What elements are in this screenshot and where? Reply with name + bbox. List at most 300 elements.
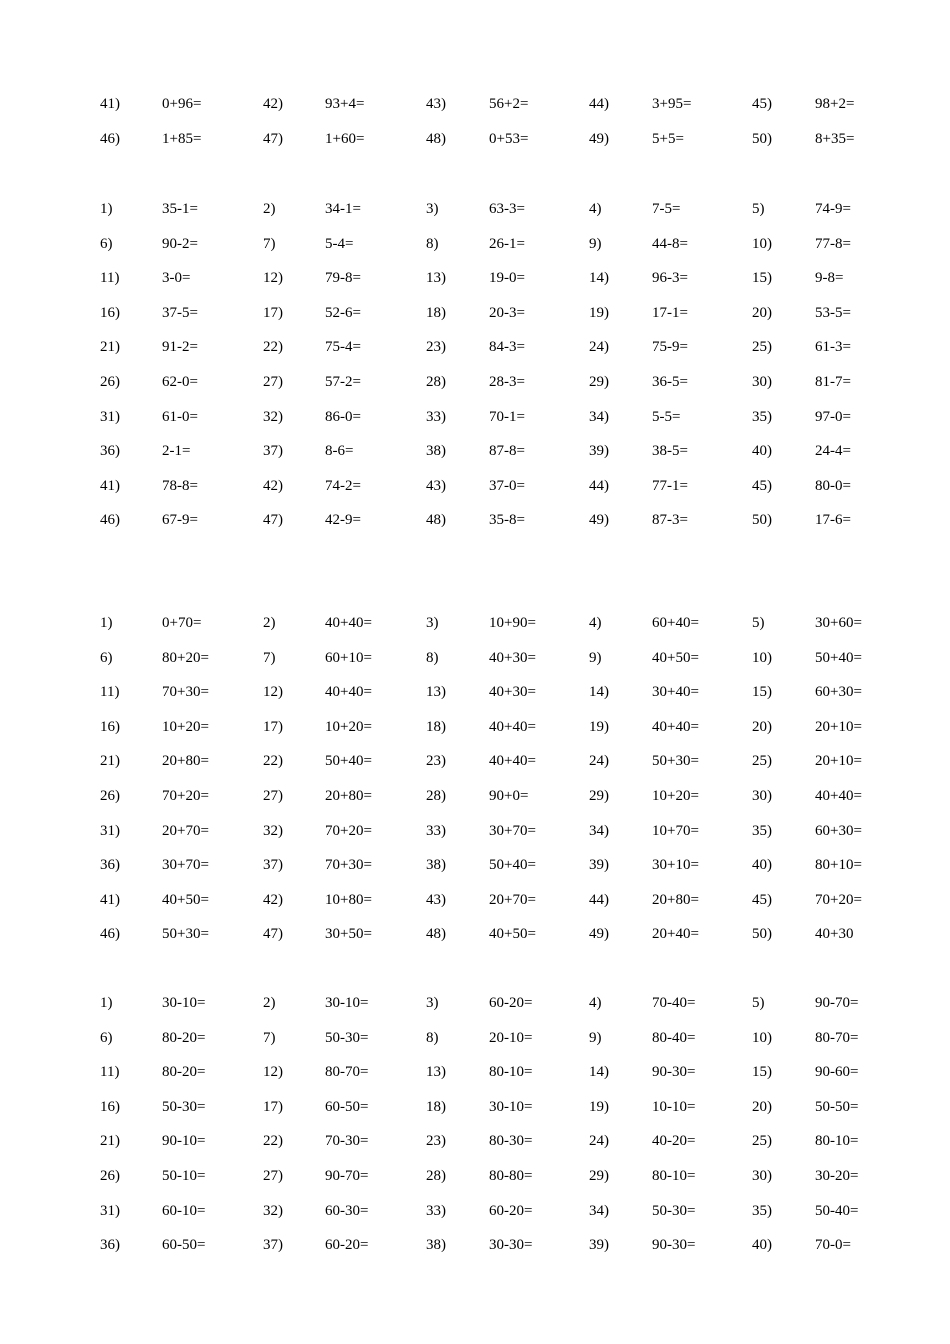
- problem-expression: 77-8=: [815, 235, 851, 252]
- problem-number: 35): [752, 822, 772, 839]
- problem-number: 34): [589, 408, 609, 425]
- problem-number: 25): [752, 1133, 772, 1150]
- problem-number: 31): [100, 408, 120, 425]
- problem-expression: 80-80=: [489, 1167, 533, 1184]
- problem-expression: 40+40=: [325, 684, 372, 701]
- problem-number: 28): [426, 1167, 446, 1184]
- problem-number: 11): [100, 270, 120, 287]
- problem-number: 44): [589, 891, 609, 908]
- problem-expression: 75-9=: [652, 339, 688, 356]
- problem-expression: 70-40=: [652, 995, 696, 1011]
- problem-number: 8): [426, 649, 439, 666]
- problem-row: [0, 1236, 950, 1271]
- problem-row: [0, 1063, 950, 1098]
- problem-row: [0, 649, 950, 684]
- problem-number: 30): [752, 787, 772, 804]
- problem-expression: 8-6=: [325, 443, 354, 460]
- problem-number: 48): [426, 926, 446, 943]
- problem-number: 5): [752, 995, 765, 1011]
- problem-number: 34): [589, 822, 609, 839]
- problem-expression: 60+30=: [815, 822, 862, 839]
- problem-number: 28): [426, 373, 446, 390]
- problem-number: 15): [752, 270, 772, 287]
- problem-number: 3): [426, 201, 439, 217]
- problem-number: 10): [752, 1029, 772, 1046]
- problem-number: 40): [752, 443, 772, 460]
- problem-expression: 20+10=: [815, 718, 862, 735]
- problem-number: 19): [589, 1098, 609, 1115]
- problem-expression: 80-70=: [325, 1064, 369, 1081]
- problem-expression: 70-1=: [489, 408, 525, 425]
- problem-number: 45): [752, 891, 772, 908]
- problem-expression: 90-30=: [652, 1064, 696, 1081]
- problem-number: 21): [100, 1133, 120, 1150]
- problem-expression: 30+50=: [325, 926, 372, 943]
- problem-number: 21): [100, 753, 120, 770]
- problem-expression: 0+70=: [162, 615, 202, 631]
- problem-expression: 9-8=: [815, 270, 844, 287]
- problem-expression: 17-1=: [652, 304, 688, 321]
- problem-expression: 40+30=: [489, 649, 536, 666]
- problem-expression: 20+10=: [815, 753, 862, 770]
- problem-section-tens-addition: [0, 614, 950, 960]
- problem-row: [0, 373, 950, 408]
- problem-expression: 52-6=: [325, 304, 361, 321]
- problem-expression: 38-5=: [652, 443, 688, 460]
- problem-number: 2): [263, 995, 276, 1011]
- problem-expression: 30+70=: [162, 857, 209, 874]
- problem-number: 47): [263, 130, 283, 147]
- problem-number: 27): [263, 1167, 283, 1184]
- problem-expression: 30+10=: [652, 857, 699, 874]
- problem-expression: 28-3=: [489, 373, 525, 390]
- problem-row: [0, 95, 950, 130]
- problem-number: 8): [426, 235, 439, 252]
- problem-number: 15): [752, 1064, 772, 1081]
- problem-expression: 34-1=: [325, 201, 361, 217]
- problem-expression: 60+10=: [325, 649, 372, 666]
- problem-expression: 90-70=: [815, 995, 859, 1011]
- problem-number: 42): [263, 891, 283, 908]
- problem-expression: 70+30=: [162, 684, 209, 701]
- problem-number: 49): [589, 512, 609, 529]
- problem-number: 12): [263, 270, 283, 287]
- problem-expression: 40+40=: [489, 753, 536, 770]
- problem-number: 22): [263, 1133, 283, 1150]
- problem-number: 36): [100, 857, 120, 874]
- problem-expression: 30+40=: [652, 684, 699, 701]
- problem-number: 4): [589, 201, 602, 217]
- problem-number: 27): [263, 373, 283, 390]
- problem-number: 24): [589, 1133, 609, 1150]
- problem-expression: 50-30=: [652, 1202, 696, 1219]
- problem-number: 23): [426, 753, 446, 770]
- problem-number: 21): [100, 339, 120, 356]
- problem-expression: 60-50=: [325, 1098, 369, 1115]
- problem-number: 5): [752, 201, 765, 217]
- problem-number: 10): [752, 235, 772, 252]
- problem-number: 45): [752, 477, 772, 494]
- problem-expression: 60-20=: [489, 1202, 533, 1219]
- problem-expression: 40+50=: [489, 926, 536, 943]
- problem-number: 29): [589, 1167, 609, 1184]
- problem-number: 5): [752, 615, 765, 631]
- problem-expression: 5-4=: [325, 235, 354, 252]
- problem-number: 36): [100, 1237, 120, 1254]
- problem-number: 17): [263, 718, 283, 735]
- problem-row: [0, 614, 950, 649]
- problem-row: [0, 200, 950, 235]
- problem-expression: 74-2=: [325, 477, 361, 494]
- problem-expression: 80-10=: [652, 1167, 696, 1184]
- problem-number: 19): [589, 718, 609, 735]
- problem-number: 14): [589, 270, 609, 287]
- problem-expression: 2-1=: [162, 443, 191, 460]
- problem-expression: 10+20=: [162, 718, 209, 735]
- problem-number: 42): [263, 477, 283, 494]
- problem-expression: 30-20=: [815, 1167, 859, 1184]
- problem-expression: 70-30=: [325, 1133, 369, 1150]
- problem-expression: 60-20=: [325, 1237, 369, 1254]
- problem-expression: 36-5=: [652, 373, 688, 390]
- problem-number: 49): [589, 926, 609, 943]
- problem-number: 1): [100, 995, 113, 1011]
- problem-number: 6): [100, 649, 113, 666]
- problem-expression: 80-40=: [652, 1029, 696, 1046]
- problem-expression: 90+0=: [489, 787, 529, 804]
- problem-expression: 24-4=: [815, 443, 851, 460]
- problem-number: 23): [426, 339, 446, 356]
- problem-row: [0, 130, 950, 165]
- problem-expression: 10+70=: [652, 822, 699, 839]
- problem-number: 50): [752, 130, 772, 147]
- problem-expression: 98+2=: [815, 96, 855, 112]
- problem-row: [0, 752, 950, 787]
- problem-row: [0, 1029, 950, 1064]
- problem-expression: 86-0=: [325, 408, 361, 425]
- problem-expression: 93+4=: [325, 96, 365, 112]
- problem-expression: 0+53=: [489, 130, 529, 147]
- problem-expression: 77-1=: [652, 477, 688, 494]
- problem-number: 24): [589, 753, 609, 770]
- problem-number: 40): [752, 857, 772, 874]
- problem-expression: 50-30=: [325, 1029, 369, 1046]
- problem-number: 37): [263, 857, 283, 874]
- problem-expression: 70+20=: [815, 891, 862, 908]
- problem-number: 1): [100, 615, 113, 631]
- problem-number: 41): [100, 96, 120, 112]
- problem-number: 30): [752, 373, 772, 390]
- problem-expression: 40+40=: [489, 718, 536, 735]
- problem-expression: 50+40=: [815, 649, 862, 666]
- problem-number: 9): [589, 649, 602, 666]
- problem-expression: 67-9=: [162, 512, 198, 529]
- problem-number: 41): [100, 891, 120, 908]
- problem-expression: 20-3=: [489, 304, 525, 321]
- problem-number: 9): [589, 1029, 602, 1046]
- problem-expression: 61-0=: [162, 408, 198, 425]
- problem-number: 16): [100, 718, 120, 735]
- problem-number: 8): [426, 1029, 439, 1046]
- problem-expression: 60-10=: [162, 1202, 206, 1219]
- problem-expression: 60+40=: [652, 615, 699, 631]
- problem-expression: 20-10=: [489, 1029, 533, 1046]
- problem-number: 44): [589, 96, 609, 112]
- problem-number: 49): [589, 130, 609, 147]
- problem-number: 7): [263, 235, 276, 252]
- problem-number: 7): [263, 649, 276, 666]
- problem-expression: 90-60=: [815, 1064, 859, 1081]
- problem-number: 4): [589, 615, 602, 631]
- problem-expression: 80-10=: [489, 1064, 533, 1081]
- problem-expression: 35-8=: [489, 512, 525, 529]
- problem-expression: 80-0=: [815, 477, 851, 494]
- problem-expression: 60-30=: [325, 1202, 369, 1219]
- problem-expression: 87-8=: [489, 443, 525, 460]
- problem-expression: 30-10=: [325, 995, 369, 1011]
- problem-expression: 90-2=: [162, 235, 198, 252]
- problem-expression: 7-5=: [652, 201, 681, 217]
- problem-number: 35): [752, 408, 772, 425]
- problem-expression: 87-3=: [652, 512, 688, 529]
- problem-number: 12): [263, 1064, 283, 1081]
- problem-number: 32): [263, 1202, 283, 1219]
- problem-expression: 5+5=: [652, 130, 684, 147]
- problem-expression: 30-10=: [162, 995, 206, 1011]
- problem-expression: 40+50=: [162, 891, 209, 908]
- problem-number: 11): [100, 1064, 120, 1081]
- problem-expression: 56+2=: [489, 96, 529, 112]
- problem-expression: 61-3=: [815, 339, 851, 356]
- problem-expression: 80-70=: [815, 1029, 859, 1046]
- problem-number: 22): [263, 753, 283, 770]
- problem-number: 46): [100, 926, 120, 943]
- problem-number: 26): [100, 787, 120, 804]
- problem-row: [0, 338, 950, 373]
- problem-expression: 1+60=: [325, 130, 365, 147]
- problem-expression: 40+30: [815, 926, 854, 943]
- problem-expression: 50-40=: [815, 1202, 859, 1219]
- problem-expression: 53-5=: [815, 304, 851, 321]
- problem-expression: 0+96=: [162, 96, 202, 112]
- problem-number: 37): [263, 443, 283, 460]
- problem-expression: 50+40=: [325, 753, 372, 770]
- problem-number: 33): [426, 408, 446, 425]
- problem-expression: 70+30=: [325, 857, 372, 874]
- problem-number: 46): [100, 130, 120, 147]
- problem-expression: 37-5=: [162, 304, 198, 321]
- problem-expression: 20+70=: [489, 891, 536, 908]
- problem-expression: 20+80=: [652, 891, 699, 908]
- problem-expression: 20+40=: [652, 926, 699, 943]
- problem-expression: 26-1=: [489, 235, 525, 252]
- problem-expression: 80+20=: [162, 649, 209, 666]
- problem-section-addition-tail: [0, 95, 950, 164]
- problem-expression: 57-2=: [325, 373, 361, 390]
- problem-number: 6): [100, 1029, 113, 1046]
- problem-number: 38): [426, 1237, 446, 1254]
- problem-expression: 91-2=: [162, 339, 198, 356]
- problem-expression: 75-4=: [325, 339, 361, 356]
- problem-expression: 90-10=: [162, 1133, 206, 1150]
- problem-row: [0, 235, 950, 270]
- problem-number: 19): [589, 304, 609, 321]
- problem-expression: 80-10=: [815, 1133, 859, 1150]
- problem-row: [0, 925, 950, 960]
- problem-row: [0, 1098, 950, 1133]
- problem-number: 7): [263, 1029, 276, 1046]
- problem-row: [0, 269, 950, 304]
- problem-number: 16): [100, 304, 120, 321]
- problem-expression: 70+20=: [162, 787, 209, 804]
- problem-expression: 63-3=: [489, 201, 525, 217]
- problem-number: 28): [426, 787, 446, 804]
- problem-row: [0, 856, 950, 891]
- problem-number: 22): [263, 339, 283, 356]
- problem-number: 32): [263, 408, 283, 425]
- problem-expression: 50-30=: [162, 1098, 206, 1115]
- problem-number: 32): [263, 822, 283, 839]
- problem-expression: 5-5=: [652, 408, 681, 425]
- problem-number: 41): [100, 477, 120, 494]
- problem-expression: 62-0=: [162, 373, 198, 390]
- problem-expression: 44-8=: [652, 235, 688, 252]
- problem-row: [0, 442, 950, 477]
- problem-number: 47): [263, 512, 283, 529]
- problem-number: 46): [100, 512, 120, 529]
- problem-expression: 90-30=: [652, 1237, 696, 1254]
- problem-expression: 80+10=: [815, 857, 862, 874]
- problem-expression: 50+30=: [162, 926, 209, 943]
- problem-row: [0, 787, 950, 822]
- problem-expression: 81-7=: [815, 373, 851, 390]
- problem-number: 43): [426, 96, 446, 112]
- problem-number: 18): [426, 718, 446, 735]
- problem-number: 6): [100, 235, 113, 252]
- problem-number: 35): [752, 1202, 772, 1219]
- problem-number: 14): [589, 684, 609, 701]
- problem-row: [0, 994, 950, 1029]
- problem-expression: 40+40=: [815, 787, 862, 804]
- problem-number: 50): [752, 512, 772, 529]
- problem-expression: 40-20=: [652, 1133, 696, 1150]
- problem-expression: 37-0=: [489, 477, 525, 494]
- problem-number: 20): [752, 304, 772, 321]
- problem-expression: 20+80=: [325, 787, 372, 804]
- problem-number: 50): [752, 926, 772, 943]
- problem-expression: 1+85=: [162, 130, 202, 147]
- problem-row: [0, 408, 950, 443]
- problem-expression: 20+70=: [162, 822, 209, 839]
- problem-number: 48): [426, 130, 446, 147]
- problem-expression: 3-0=: [162, 270, 191, 287]
- problem-number: 48): [426, 512, 446, 529]
- problem-number: 47): [263, 926, 283, 943]
- problem-expression: 35-1=: [162, 201, 198, 217]
- problem-number: 33): [426, 822, 446, 839]
- problem-number: 44): [589, 477, 609, 494]
- problem-number: 18): [426, 1098, 446, 1115]
- problem-expression: 50-50=: [815, 1098, 859, 1115]
- problem-expression: 30-10=: [489, 1098, 533, 1115]
- problem-expression: 10+20=: [652, 787, 699, 804]
- problem-expression: 10-10=: [652, 1098, 696, 1115]
- problem-number: 9): [589, 235, 602, 252]
- problem-number: 11): [100, 684, 120, 701]
- problem-number: 31): [100, 822, 120, 839]
- problem-expression: 70-0=: [815, 1237, 851, 1254]
- problem-number: 24): [589, 339, 609, 356]
- problem-row: [0, 683, 950, 718]
- problem-expression: 10+90=: [489, 615, 536, 631]
- problem-number: 14): [589, 1064, 609, 1081]
- problem-number: 2): [263, 201, 276, 217]
- problem-number: 26): [100, 1167, 120, 1184]
- problem-number: 3): [426, 995, 439, 1011]
- problem-number: 31): [100, 1202, 120, 1219]
- problem-row: [0, 511, 950, 546]
- problem-number: 1): [100, 201, 113, 217]
- problem-number: 13): [426, 270, 446, 287]
- problem-number: 20): [752, 1098, 772, 1115]
- problem-number: 2): [263, 615, 276, 631]
- problem-expression: 30+70=: [489, 822, 536, 839]
- problem-expression: 42-9=: [325, 512, 361, 529]
- problem-row: [0, 1132, 950, 1167]
- problem-number: 38): [426, 857, 446, 874]
- problem-expression: 74-9=: [815, 201, 851, 217]
- problem-number: 43): [426, 891, 446, 908]
- problem-expression: 78-8=: [162, 477, 198, 494]
- problem-row: [0, 718, 950, 753]
- problem-expression: 40+40=: [652, 718, 699, 735]
- problem-number: 38): [426, 443, 446, 460]
- problem-expression: 30-30=: [489, 1237, 533, 1254]
- problem-number: 17): [263, 1098, 283, 1115]
- problem-number: 25): [752, 753, 772, 770]
- problem-number: 10): [752, 649, 772, 666]
- problem-row: [0, 304, 950, 339]
- problem-number: 39): [589, 857, 609, 874]
- problem-expression: 40+40=: [325, 615, 372, 631]
- problem-number: 20): [752, 718, 772, 735]
- problem-expression: 84-3=: [489, 339, 525, 356]
- problem-expression: 40+50=: [652, 649, 699, 666]
- problem-section-subtraction-1: [0, 200, 950, 546]
- problem-expression: 79-8=: [325, 270, 361, 287]
- problem-expression: 60-20=: [489, 995, 533, 1011]
- problem-number: 13): [426, 684, 446, 701]
- problem-row: [0, 891, 950, 926]
- problem-number: 33): [426, 1202, 446, 1219]
- problem-expression: 8+35=: [815, 130, 855, 147]
- problem-number: 29): [589, 787, 609, 804]
- problem-expression: 50+40=: [489, 857, 536, 874]
- problem-number: 34): [589, 1202, 609, 1219]
- problem-number: 39): [589, 1237, 609, 1254]
- problem-number: 45): [752, 96, 772, 112]
- problem-expression: 17-6=: [815, 512, 851, 529]
- problem-number: 36): [100, 443, 120, 460]
- problem-expression: 70+20=: [325, 822, 372, 839]
- problem-number: 3): [426, 615, 439, 631]
- problem-row: [0, 1167, 950, 1202]
- problem-expression: 90-70=: [325, 1167, 369, 1184]
- problem-number: 27): [263, 787, 283, 804]
- problem-expression: 3+95=: [652, 96, 692, 112]
- problem-number: 26): [100, 373, 120, 390]
- problem-expression: 60-50=: [162, 1237, 206, 1254]
